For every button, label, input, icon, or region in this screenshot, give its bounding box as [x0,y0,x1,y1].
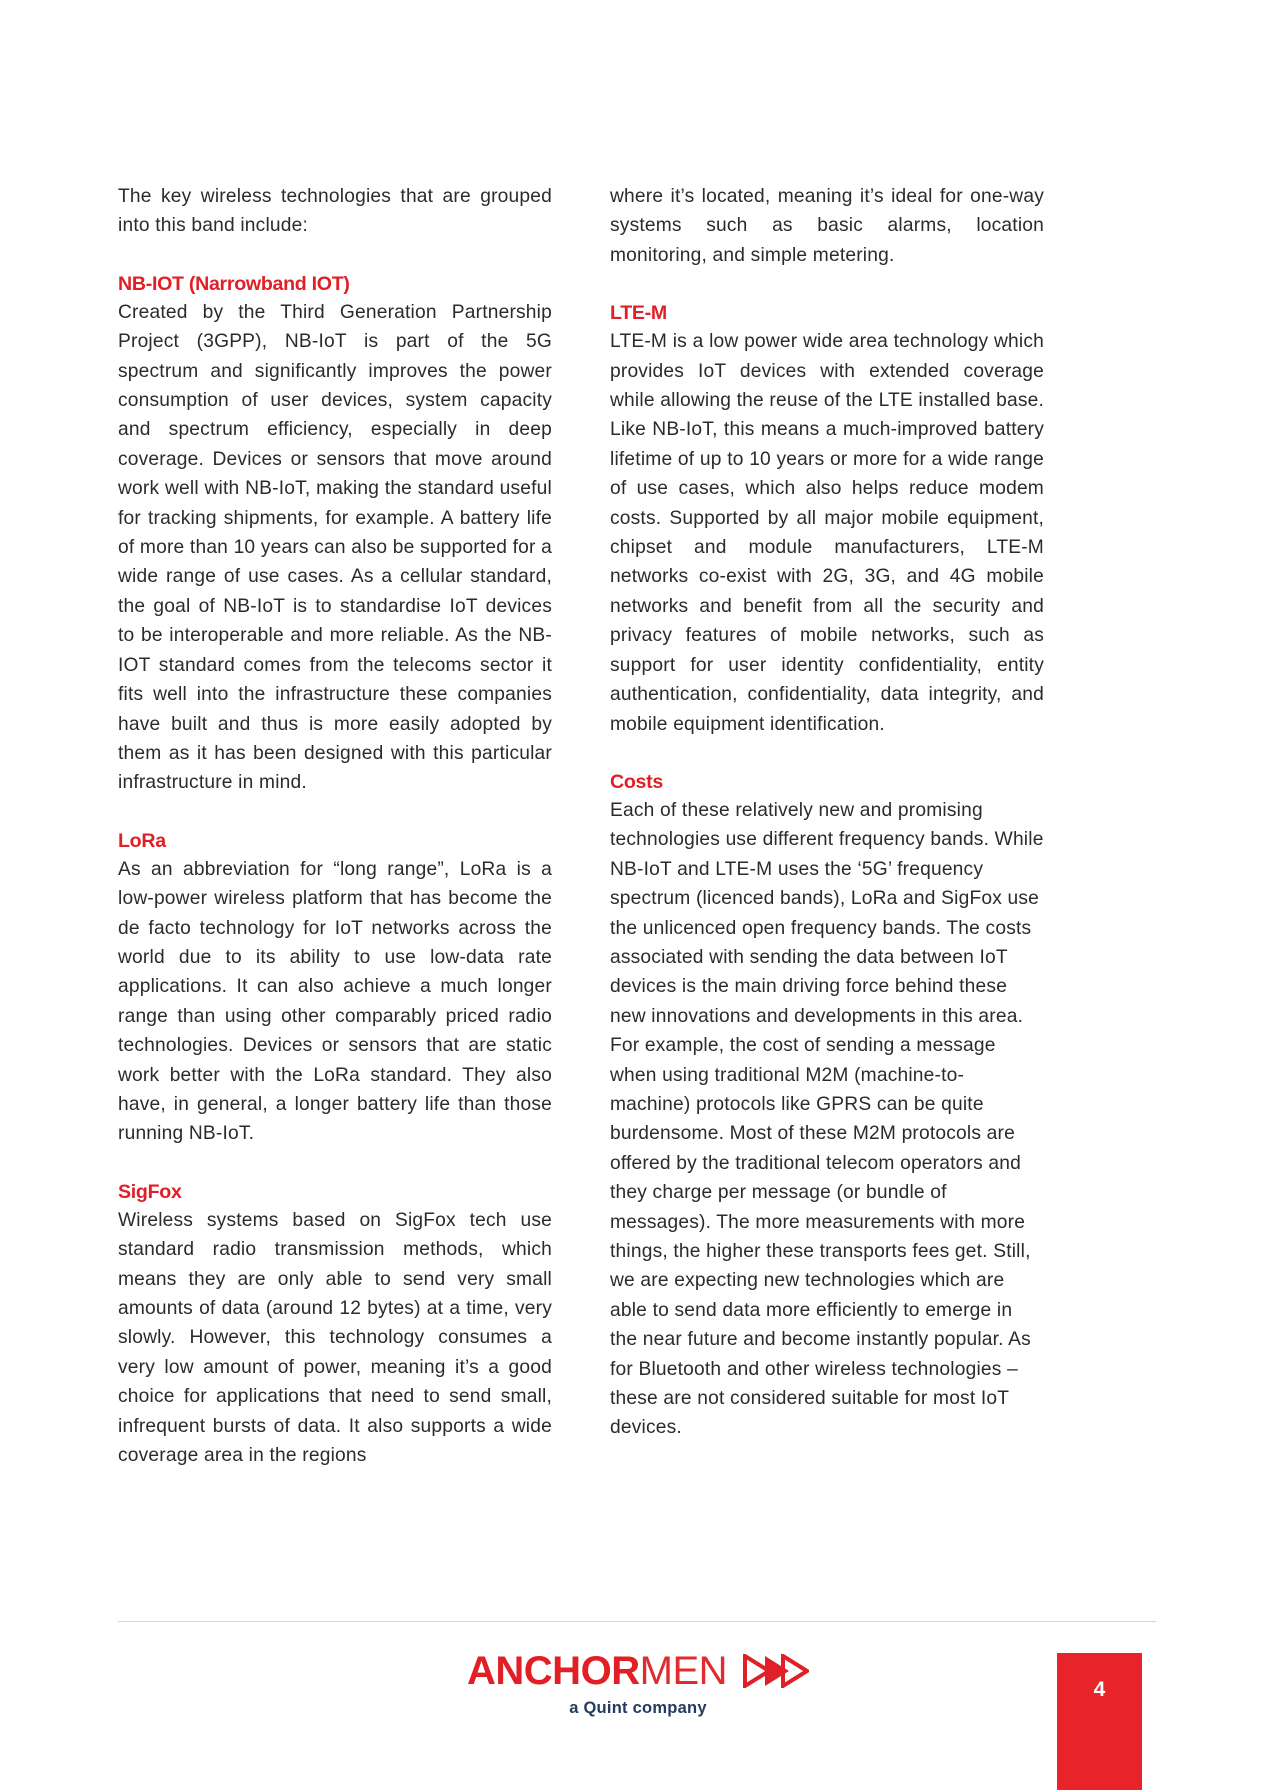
logo-men-text: MEN [639,1649,728,1693]
section-heading-sigfox: SigFox [118,1180,182,1203]
right-continuation-paragraph: where it’s located, meaning it’s ideal for one-way systems such as basic alarms, location monitoring, and simple metering. [610,186,1044,266]
footer-divider [118,1621,1156,1622]
section-body-nb-iot: Created by the Third Generation Partnership Project (3GPP), NB-IoT is part of the 5G spectrum and significantly improves the power consumption of user devices, system capacity and spectrum efficiency, especially in deep coverage. Devices or sensors that move around work well with NB-IoT, making the standard useful for tracking shipments, for example. A battery life of more than 10 years can also be supported for a wide range of use cases. As a cellular standard, the goal of NB-IoT is to standardise IoT devices to be interoperable and more reliable. As the NB-IOT standard comes from the telecoms sector it fits well into the infrastructure these companies have built and thus is more easily adopted by them as it has been designed with this particular infrastructure in mind. [118,301,552,794]
section-body-sigfox: Wireless systems based on SigFox tech use standard radio transmission methods, which means they are only able to send very small amounts of data (around 12 bytes) at a time, very slowly. However, this technology consumes a very low amount of power, meaning it’s a good choice for applications that need to send small, infrequent bursts of data. It also supports a wide coverage area in the regions [118,1209,552,1467]
spacer [610,270,1044,299]
spacer [610,739,1044,768]
section-body-lte-m: LTE-M is a low power wide area technology which provides IoT devices with extended coverage while allowing the reuse of the LTE installed base. Like NB-IoT, this means a much-improved battery lifetime of up to 10 years or more for a wide range of use cases, which also helps reduce modem costs. Supported by all major mobile equipment, chipset and module manufacturers, LTE-M networks co-exist with 2G, 3G, and 4G mobile networks and benefit from all the security and privacy features of mobile networks, such as support for user identity confidentiality, entity authentication, confidentiality, data integrity, and mobile equipment identification. [610,331,1044,735]
logo-wordmark [467,1648,809,1694]
section-heading-costs: Costs [610,770,663,793]
section-body-lora: As an abbreviation for “long range”, LoRa is a low-power wireless platform that has become the de facto technology for IoT networks across the world due to its ability to use low-data rate applications. It can also achieve a much longer range than using other comparably priced radio technologies. Devices or sensors that are static work better with the LoRa standard. They also have, in general, a longer battery life than those running NB-IoT. [118,858,552,1145]
page-number-badge [1057,1653,1142,1790]
logo-anchor-text: ANCHOR [466,1649,640,1693]
section-heading-lte-m: LTE-M [610,302,667,325]
section-heading-nb-iot: NB-IOT (Narrowband IOT) [118,272,350,295]
page-number: 4 [1093,1678,1106,1701]
left-column [118,182,552,1470]
double-chevron-icon [743,1654,809,1688]
right-column [610,182,1044,1470]
spacer [118,241,552,270]
spacer [118,798,552,827]
section-body-costs: Each of these relatively new and promising technologies use different frequency bands. While NB-IoT and LTE-M uses the ‘5G’ frequency spectrum (licenced bands), LoRa and SigFox use the unlicenced open frequency bands. The costs associated with sending the data between IoT devices is the main driving force behind these new innovations and developments in this area. For example, the cost of sending a message when using traditional M2M (machine-to-machine) protocols like GPRS can be quite burdensome. Most of these M2M protocols are offered by the traditional telecom operators and they charge per message (or bundle of messages). The more measurements with more things, the higher these transports fees get. Still, we are expecting new technologies which are able to send data more efficiently to emerge in the near future and become instantly popular. As for Bluetooth and other wireless technologies – these are not considered suitable for most IoT devices. [610,799,1044,1439]
logo-tagline: a Quint company [569,1699,707,1717]
left-intro-paragraph: The key wireless technologies that are grouped into this band include: [118,186,552,237]
spacer [118,1149,552,1178]
section-heading-lora: LoRa [118,829,166,852]
page-content [118,182,1158,1470]
